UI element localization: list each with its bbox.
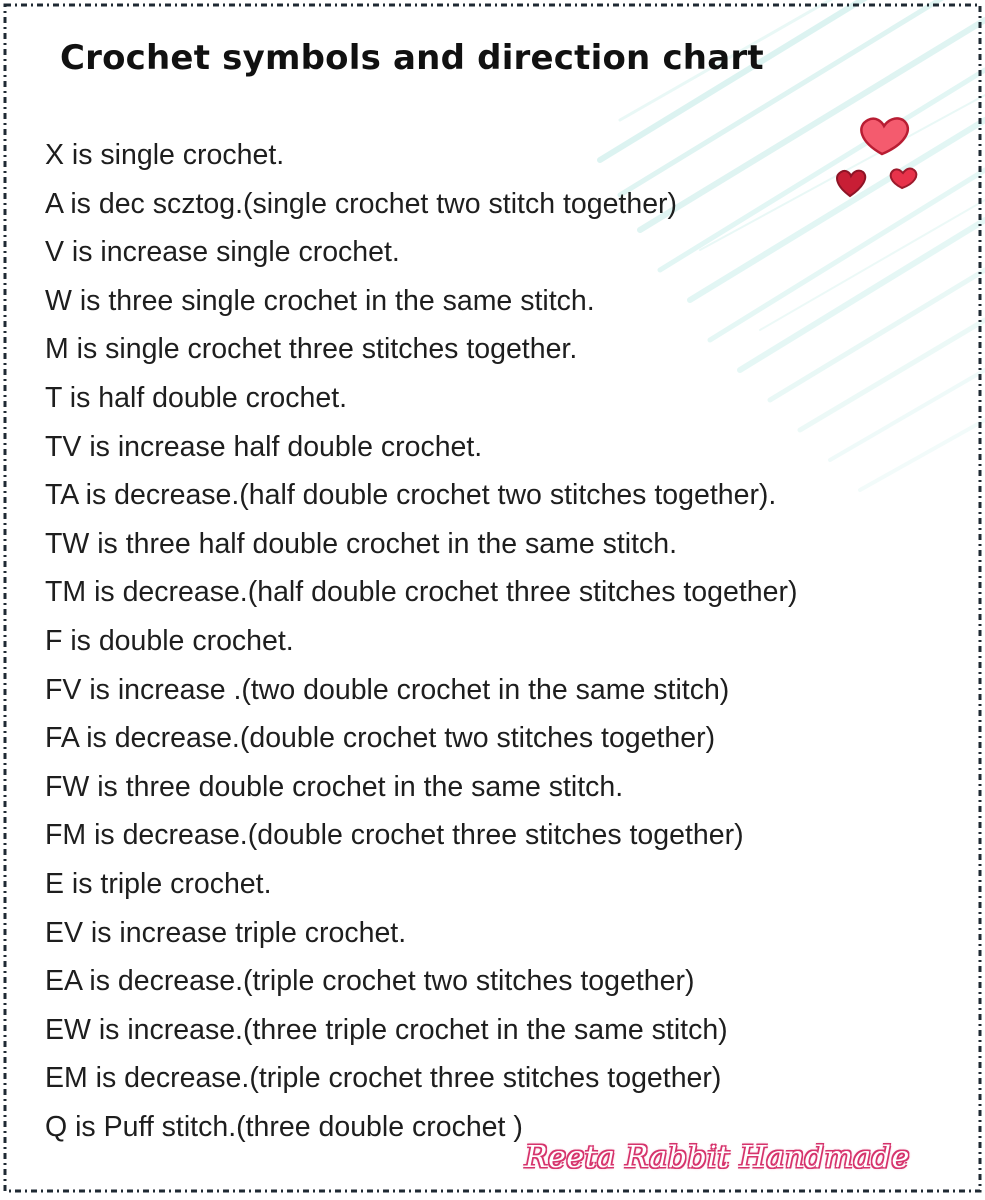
list-item: E is triple crochet. (45, 867, 272, 900)
list-item: Q is Puff stitch.(three double crochet ) (45, 1110, 523, 1143)
list-item: T is half double crochet. (45, 381, 348, 414)
signature-watermark: Reeta Rabbit Handmade (525, 1140, 910, 1175)
list-item: FV is increase .(two double crochet in the same stitch) (45, 673, 730, 706)
list-item: EV is increase triple crochet. (45, 916, 407, 949)
symbol-list (45, 131, 797, 1151)
list-item: F is double crochet. (45, 624, 294, 657)
list-item: V is increase single crochet. (45, 236, 400, 269)
hearts-icon (830, 108, 930, 208)
list-item: FM is decrease.(double crochet three stitches together) (45, 819, 744, 852)
list-item: M is single crochet three stitches together. (45, 333, 578, 366)
list-item: TA is decrease.(half double crochet two stitches together). (45, 479, 777, 512)
list-item: EA is decrease.(triple crochet two stitches together) (45, 965, 695, 998)
list-item: EM is decrease.(triple crochet three stitches together) (45, 1062, 722, 1095)
list-item: FA is decrease.(double crochet two stitches together) (45, 722, 716, 755)
list-item: W is three single crochet in the same stitch. (45, 284, 595, 317)
chart-title: Crochet symbols and direction chart (60, 38, 764, 78)
list-item: A is dec scztog.(single crochet two stitch together) (45, 187, 678, 220)
list-item: TV is increase half double crochet. (45, 430, 483, 463)
list-item: X is single crochet. (45, 139, 285, 171)
list-item: TM is decrease.(half double crochet three stitches together) (45, 576, 798, 609)
list-item: FW is three double crochet in the same stitch. (45, 770, 624, 803)
list-item: TW is three half double crochet in the same stitch. (45, 527, 678, 560)
list-item: EW is increase.(three triple crochet in the same stitch) (45, 1013, 728, 1046)
